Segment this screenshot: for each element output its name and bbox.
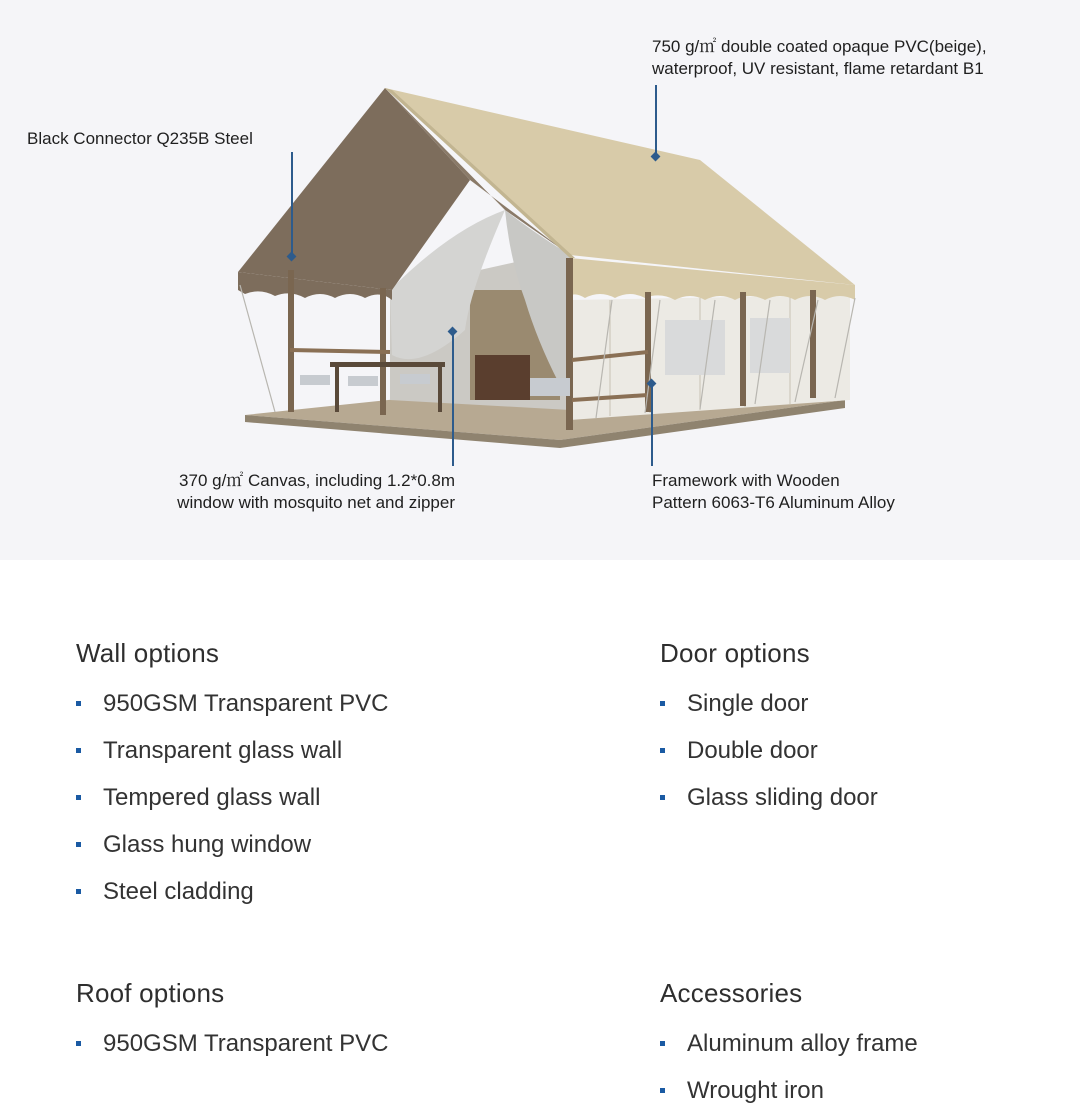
bullet-icon bbox=[660, 748, 665, 753]
callout-roof-material bbox=[652, 36, 987, 80]
leader-canvas bbox=[452, 332, 454, 466]
callout-canvas bbox=[100, 470, 455, 514]
bullet-icon bbox=[76, 748, 81, 753]
list-item-label: Transparent glass wall bbox=[103, 737, 343, 764]
leader-roof bbox=[655, 85, 657, 155]
side-window-2 bbox=[750, 318, 790, 373]
callout-framework-line2: Pattern 6063-T6 Aluminum Alloy bbox=[652, 493, 895, 512]
bullet-icon bbox=[76, 889, 81, 894]
list-item bbox=[76, 736, 388, 783]
list-item-label: Steel cladding bbox=[103, 878, 254, 905]
roof-options-group bbox=[76, 978, 388, 1076]
list-item bbox=[76, 877, 388, 924]
bullet-icon bbox=[660, 1041, 665, 1046]
roof-options-list bbox=[76, 1029, 388, 1076]
bullet-icon bbox=[76, 701, 81, 706]
list-item bbox=[660, 736, 878, 783]
wall-options-title: Wall options bbox=[76, 638, 220, 668]
list-item-label: Glass hung window bbox=[103, 831, 312, 858]
accessories-group bbox=[660, 978, 918, 1106]
list-item-label: Aluminum alloy frame bbox=[687, 1030, 918, 1057]
bullet-icon bbox=[76, 1041, 81, 1046]
accessories-list bbox=[660, 1029, 918, 1106]
options-section bbox=[0, 560, 1080, 1106]
roof-options-title: Roof options bbox=[76, 978, 225, 1008]
callout-connector: Black Connector Q235B Steel bbox=[27, 129, 253, 148]
door-options-title: Door options bbox=[660, 638, 810, 668]
list-item bbox=[660, 1076, 918, 1106]
bullet-icon bbox=[76, 842, 81, 847]
wall-options-list bbox=[76, 689, 388, 924]
list-item-label: Single door bbox=[687, 690, 809, 717]
list-item-label: 950GSM Transparent PVC bbox=[103, 690, 389, 717]
list-item-label: Wrought iron bbox=[687, 1077, 824, 1104]
callout-framework bbox=[652, 470, 895, 514]
callout-canvas-line2: window with mosquito net and zipper bbox=[177, 493, 455, 512]
list-item-label: Tempered glass wall bbox=[103, 784, 321, 811]
list-item bbox=[76, 689, 388, 736]
accessories-title: Accessories bbox=[660, 978, 803, 1008]
list-item-label: 950GSM Transparent PVC bbox=[103, 1030, 389, 1057]
bullet-icon bbox=[660, 701, 665, 706]
callout-canvas-line1: 370 g/㎡ Canvas, including 1.2*0.8m bbox=[179, 471, 455, 490]
bullet-icon bbox=[660, 1088, 665, 1093]
list-item-label: Double door bbox=[687, 737, 818, 764]
side-window-1 bbox=[665, 320, 725, 375]
callout-framework-line1: Framework with Wooden bbox=[652, 471, 840, 490]
list-item bbox=[76, 783, 388, 830]
bullet-icon bbox=[660, 795, 665, 800]
kitchen-cabinet bbox=[475, 355, 530, 400]
list-item bbox=[660, 689, 878, 736]
wall-options-group bbox=[76, 638, 388, 924]
list-item bbox=[660, 1029, 918, 1076]
door-options-list bbox=[660, 689, 878, 830]
leader-connector bbox=[291, 152, 293, 255]
callout-roof-line1: 750 g/㎡ double coated opaque PVC(beige), bbox=[652, 37, 987, 56]
list-item bbox=[660, 783, 878, 830]
bullet-icon bbox=[76, 795, 81, 800]
door-options-group bbox=[660, 638, 878, 830]
list-item bbox=[76, 830, 388, 877]
list-item-label: Glass sliding door bbox=[687, 784, 878, 811]
leader-framework bbox=[651, 385, 653, 466]
callout-roof-line2: waterproof, UV resistant, flame retardant B1 bbox=[652, 59, 984, 78]
list-item bbox=[76, 1029, 388, 1076]
